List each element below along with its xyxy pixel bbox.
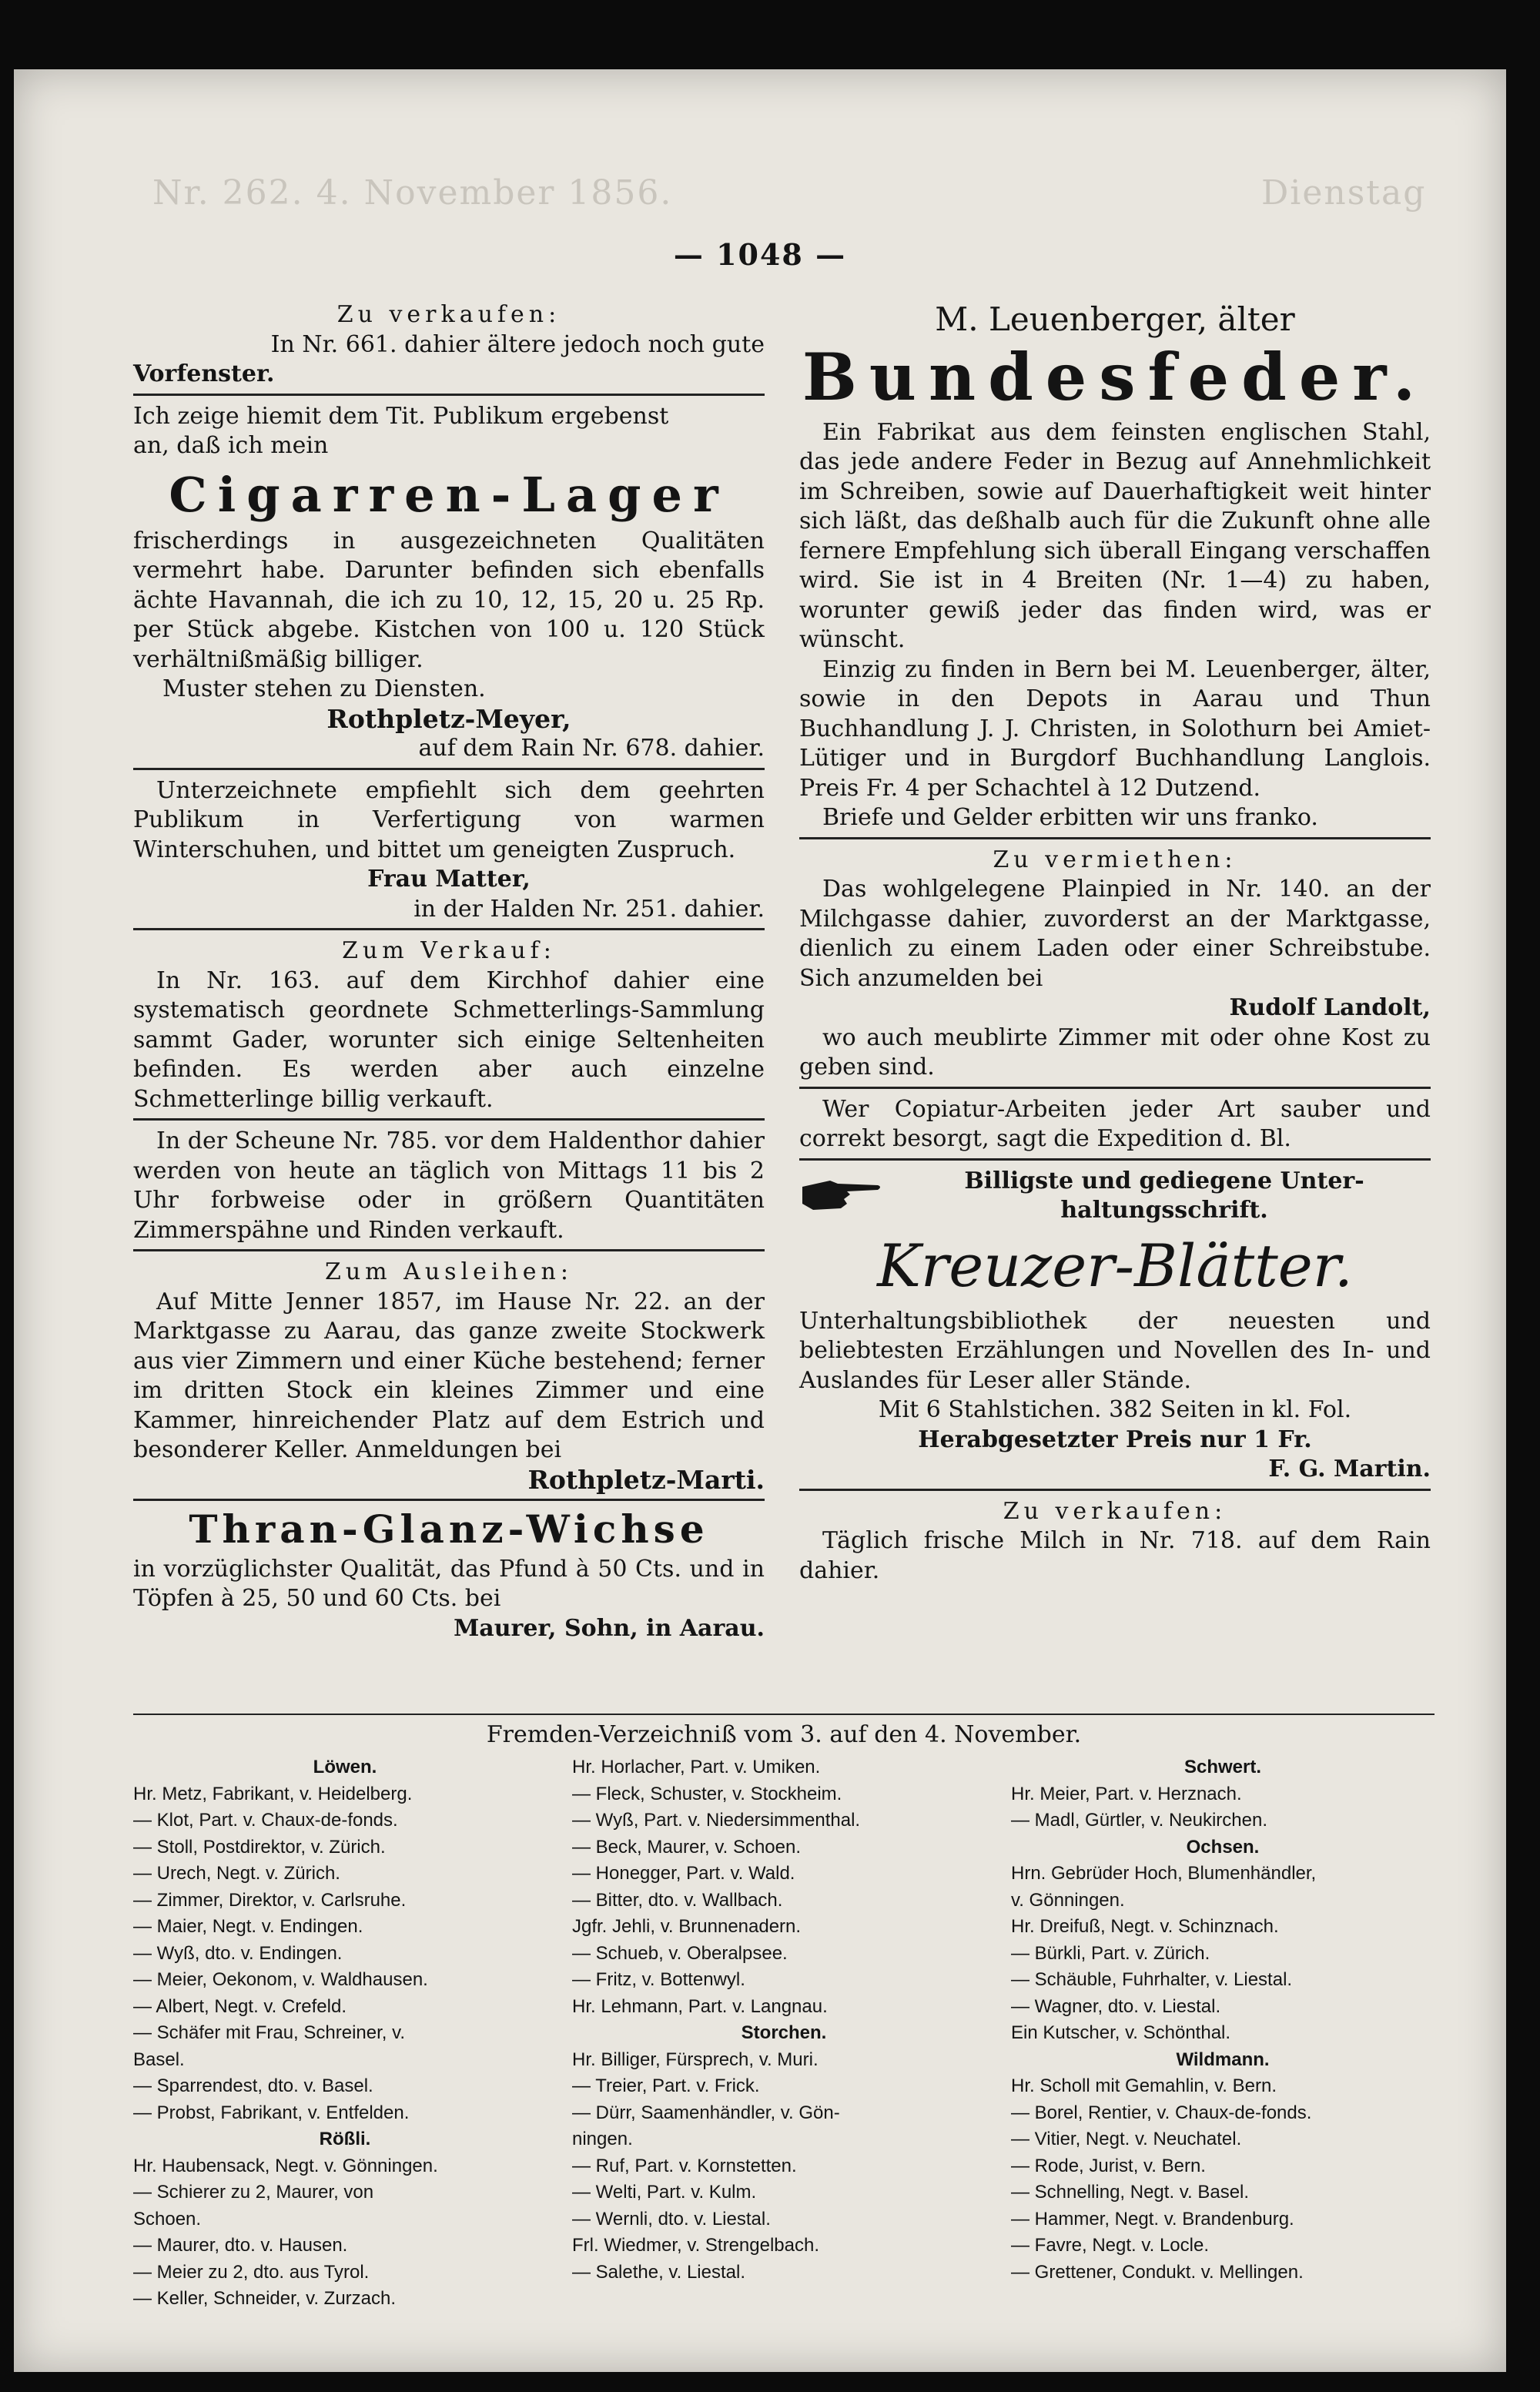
register-entry: — Wyß, dto. v. Endingen. [133,1942,343,1964]
ad-body: Unterzeichnete empfiehlt sich dem geehrten Publikum in Verfertigung von warmen Winterschuhen, und bittet um geneigten Zuspruch. [133,776,765,863]
ad-text: Muster stehen zu Diensten. [162,675,486,703]
register-entry: — Wernli, dto. v. Liestal. [572,2208,771,2230]
register-title: Fremden-Verzeichniß vom 3. auf den 4. November. [486,1721,1082,1748]
register-hotel-heading: Rößli. [319,2129,371,2149]
ad-bundesfeder [799,300,1431,833]
ad-heading: Zu vermiethen: [993,846,1237,873]
register-hotel-heading: Wildmann. [1176,2049,1270,2070]
register-entry: — Meier zu 2, dto. aus Tyrol. [133,2261,370,2283]
ad-kreuzer-blaetter [799,1167,1431,1485]
ad-body: In der Scheune Nr. 785. vor dem Haldenthor dahier werden von heute an täglich von Mittags 11 bis 2 Uhr forbweise oder in größern Quantitäten Zimmerspähne und Rinden verkauft. [133,1127,765,1244]
divider [133,768,765,770]
divider [133,1118,765,1121]
register-entry: Hr. Lehmann, Part. v. Langnau. [572,1995,828,2017]
register-column-1 [133,1754,557,2313]
ad-text-bold: Vorfenster. [133,360,275,387]
register-entry: — Wyß, Part. v. Niedersimmenthal. [572,1810,861,1831]
ad-text-bold: haltungsschrift. [1060,1197,1268,1224]
register-entry: Hr. Horlacher, Part. v. Umiken. [572,1757,821,1777]
register-entry: — Stoll, Postdirektor, v. Zürich. [133,1836,386,1858]
register-entry: — Rode, Jurist, v. Bern. [1011,2155,1206,2176]
ad-ausleihen [133,1258,765,1495]
divider [133,1714,1435,1715]
register-entry: — Ruf, Part. v. Kornstetten. [572,2155,797,2176]
divider [133,1499,765,1501]
pointing-hand-icon [799,1173,884,1219]
register-entry: — Salethe, v. Liestal. [572,2261,745,2283]
register-entry: Basel. [133,2049,185,2070]
left-column [133,300,765,1643]
register-entry: — Treier, Part. v. Frick. [572,2075,760,2096]
register-entry: — Schäuble, Fuhrhalter, v. Liestal. [1011,1969,1293,1990]
ad-schmetterlinge [133,936,765,1114]
register-entry: — Klot, Part. v. Chaux-de-fonds. [133,1810,398,1831]
register-entry: — Maurer, dto. v. Hausen. [133,2235,348,2256]
divider [799,1087,1431,1089]
bleed-through-text-left: Dienstag [1261,173,1427,213]
register-entry: — Hammer, Negt. v. Brandenburg. [1011,2208,1294,2230]
ad-body: In Nr. 163. auf dem Kirchhof dahier eine systematisch geordnete Schmetterlings-Sammlung sammt Gader, worunter sich einige Seltenheiten befinden. Es werden aber auch einzelne Schmetterlinge billig verkauft. [133,967,765,1113]
advertiser-name: Rudolf Landolt, [1229,994,1431,1022]
register-entry: — Albert, Negt. v. Crefeld. [133,1995,346,2017]
register-entry: — Probst, Fabrikant, v. Entfelden. [133,2102,410,2123]
ad-zimmerspaehne [133,1127,765,1245]
register-entry: Ein Kutscher, v. Schönthal. [1011,2022,1231,2043]
register-entry: — Wagner, dto. v. Liestal. [1011,1995,1221,2017]
register-entry: Hr. Billiger, Fürsprech, v. Muri. [572,2049,819,2070]
newspaper-page [14,69,1506,2372]
ad-verkaufen-vorfenster [133,300,765,390]
register-entry: Hrn. Gebrüder Hoch, Blumenhändler, [1011,1863,1317,1884]
register-entry: — Sparrendest, dto. v. Basel. [133,2075,373,2096]
ad-vermiethen [799,846,1431,1083]
register-entry: — Honegger, Part. v. Wald. [572,1863,795,1884]
register-entry: — Dürr, Saamenhändler, v. Gön- [572,2102,840,2123]
ad-title: Thran-Glanz-Wichse [189,1506,709,1553]
register-entry: — Fleck, Schuster, v. Stockheim. [572,1783,842,1804]
ad-title: Kreuzer-Blätter. [877,1231,1353,1300]
ad-body: Einzig zu finden in Bern bei M. Leuenberger, älter, sowie in den Depots in Aarau und Thun Buchhandlung J. J. Christen, in Solothurn bei Amiet-Lütiger und in Burgdorf Buchhandlung Langlois. Preis Fr. 4 per Schachtel à 12 Dutzend. [799,655,1431,802]
ad-body: frischerdings in ausgezeichneten Qualitäten vermehrt habe. Darunter befinden sich ebenfalls ächte Havannah, die ich zu 10, 12, 15, 20 u. 25 Rp. per Stück abgebe. Kistchen von 100 u. 120 Stück verhältnißmäßig billiger. [133,527,765,673]
advertiser-name: F. G. Martin. [1268,1456,1431,1483]
register-entry: Jgfr. Jehli, v. Brunnenadern. [572,1916,802,1937]
ad-heading: Zu verkaufen: [336,301,561,328]
ad-milch [799,1497,1431,1586]
ad-text-bold: Billigste und gediegene Unter- [964,1167,1364,1194]
register-entry: — Meier, Oekonom, v. Waldhausen. [133,1969,428,1990]
register-column-2 [572,1754,996,2313]
register-entry: — Borel, Rentier, v. Chaux-de-fonds. [1011,2102,1312,2123]
ad-body: Das wohlgelegene Plainpied in Nr. 140. an der Milchgasse dahier, zuvorderst an der Marktgasse, dienlich zu einem Laden oder einer Schreibstube. Sich anzumelden bei [799,876,1431,992]
advertiser-name: Frau Matter, [367,866,531,893]
register-entry: — Schierer zu 2, Maurer, von [133,2182,374,2203]
register-column-3 [1011,1754,1435,2313]
register-hotel-heading: Storchen. [741,2022,827,2043]
ad-heading: Zu verkaufen: [1003,1497,1227,1525]
register-entry: — Bitter, dto. v. Wallbach. [572,1889,783,1911]
page-number: — 1048 — [673,237,847,272]
ad-body: Ein Fabrikat aus dem feinsten englischen Stahl, das jede andere Feder in Bezug auf Annehmlichkeit im Schreiben, sowie auf Dauerhaftigkeit weit hinter sich läßt, das deßhalb auch für die Zukunft ohne alle fernere Empfehlung sich überall Eingang verschaffen wird. Sie ist in 4 Breiten (Nr. 1—4) zu haben, worunter gewiß jeder das finden wird, was er wünscht. [799,418,1431,654]
ad-text: In Nr. 661. dahier ältere jedoch noch gute [270,330,765,358]
ad-text-bold: Herabgesetzter Preis nur 1 Fr. [918,1425,1312,1453]
register-entry: v. Gönningen. [1011,1889,1125,1911]
register-entry: — Schueb, v. Oberalpsee. [572,1942,788,1964]
ad-text: Briefe und Gelder erbitten wir uns franko. [822,804,1318,832]
register-entry: Frl. Wiedmer, v. Strengelbach. [572,2235,819,2256]
register-entry: — Favre, Negt. v. Locle. [1011,2235,1209,2256]
register-hotel-heading: Löwen. [313,1757,377,1777]
register-entry: — Urech, Negt. v. Zürich. [133,1863,340,1884]
advertiser-address: in der Halden Nr. 251. dahier. [413,895,765,923]
ad-text: an, daß ich mein [133,432,329,459]
divider [799,1158,1431,1161]
register-entry: — Welti, Part. v. Kulm. [572,2182,757,2203]
fremden-verzeichnis [133,1710,1435,2313]
ad-title: Cigarren-Lager [169,466,729,523]
register-entry: — Madl, Gürtler, v. Neukirchen. [1011,1810,1267,1831]
register-entry: — Beck, Maurer, v. Schoen. [572,1836,802,1858]
right-column [799,300,1431,1586]
register-entry: ningen. [572,2129,633,2149]
ad-copiatur [799,1095,1431,1154]
ad-title: Bundesfeder. [802,339,1428,415]
register-entry: — Schnelling, Negt. v. Basel. [1011,2182,1250,2203]
ad-body: wo auch meublirte Zimmer mit oder ohne Kost zu geben sind. [799,1023,1431,1081]
ad-body: Auf Mitte Jenner 1857, im Hause Nr. 22. an der Marktgasse zu Aarau, das ganze zweite Stockwerk aus vier Zimmern und einer Küche bestehend; ferner im dritten Stock ein kleines Zimmer und eine Kammer, hinreichender Platz auf dem Estrich und besonderer Keller. Anmeldungen bei [133,1288,765,1464]
divider [133,928,765,930]
register-entry: — Vitier, Negt. v. Neuchatel. [1011,2129,1242,2149]
register-hotel-heading: Schwert. [1183,1757,1262,1777]
ad-body: Unterhaltungsbibliothek der neuesten und beliebtesten Erzählungen und Novellen des In- und Auslandes für Leser aller Stände. [799,1307,1431,1394]
ad-heading: Zum Ausleihen: [325,1258,573,1286]
ad-cigarren-lager [133,402,765,764]
register-entry: Hr. Dreifuß, Negt. v. Schinznach. [1011,1916,1279,1937]
register-entry: Hr. Metz, Fabrikant, v. Heidelberg. [133,1783,413,1804]
ad-body: Wer Copiatur-Arbeiten jeder Art sauber und correkt besorgt, sagt die Expedition d. Bl. [799,1095,1431,1153]
advertiser-name: Rothpletz-Marti. [527,1464,765,1495]
register-entry: Schoen. [133,2208,202,2230]
register-entry: — Zimmer, Direktor, v. Carlsruhe. [133,1889,407,1911]
ad-winterschuhe [133,776,765,925]
divider [799,1489,1431,1491]
divider [799,837,1431,839]
register-entry: — Schäfer mit Frau, Schreiner, v. [133,2022,406,2043]
ad-body: Täglich frische Milch in Nr. 718. auf dem Rain dahier. [799,1527,1431,1584]
advertiser-name: M. Leuenberger, älter [935,300,1295,338]
ad-heading: Zum Verkauf: [342,937,556,965]
register-entry: — Keller, Schneider, v. Zurzach. [133,2288,397,2309]
register-entry: Hr. Haubensack, Negt. v. Gönningen. [133,2155,438,2176]
register-entry: — Fritz, v. Bottenwyl. [572,1969,745,1990]
divider [133,1249,765,1251]
ad-body: in vorzüglichster Qualität, das Pfund à 50 Cts. und in Töpfen à 25, 50 und 60 Cts. bei [133,1555,765,1613]
divider [133,394,765,396]
advertiser-name: Maurer, Sohn, in Aarau. [454,1614,765,1642]
register-hotel-heading: Ochsen. [1186,1836,1260,1858]
register-entry: Hr. Meier, Part. v. Herznach. [1011,1783,1242,1804]
register-entry: — Maier, Negt. v. Endingen. [133,1916,363,1937]
register-entry: — Bürkli, Part. v. Zürich. [1011,1942,1210,1964]
advertiser-name: Rothpletz-Meyer, [326,703,571,734]
ad-text: Mit 6 Stahlstichen. 382 Seiten in kl. Fol. [878,1396,1352,1424]
register-entry: — Grettener, Condukt. v. Mellingen. [1011,2261,1304,2283]
ad-thran-glanz-wichse [133,1507,765,1643]
bleed-through-text-right: Nr. 262. 4. November 1856. [152,173,673,213]
advertiser-address: auf dem Rain Nr. 678. dahier. [418,735,765,762]
register-entry: Hr. Scholl mit Gemahlin, v. Bern. [1011,2075,1277,2096]
ad-text: Ich zeige hiemit dem Tit. Publikum ergebenst [133,402,669,430]
